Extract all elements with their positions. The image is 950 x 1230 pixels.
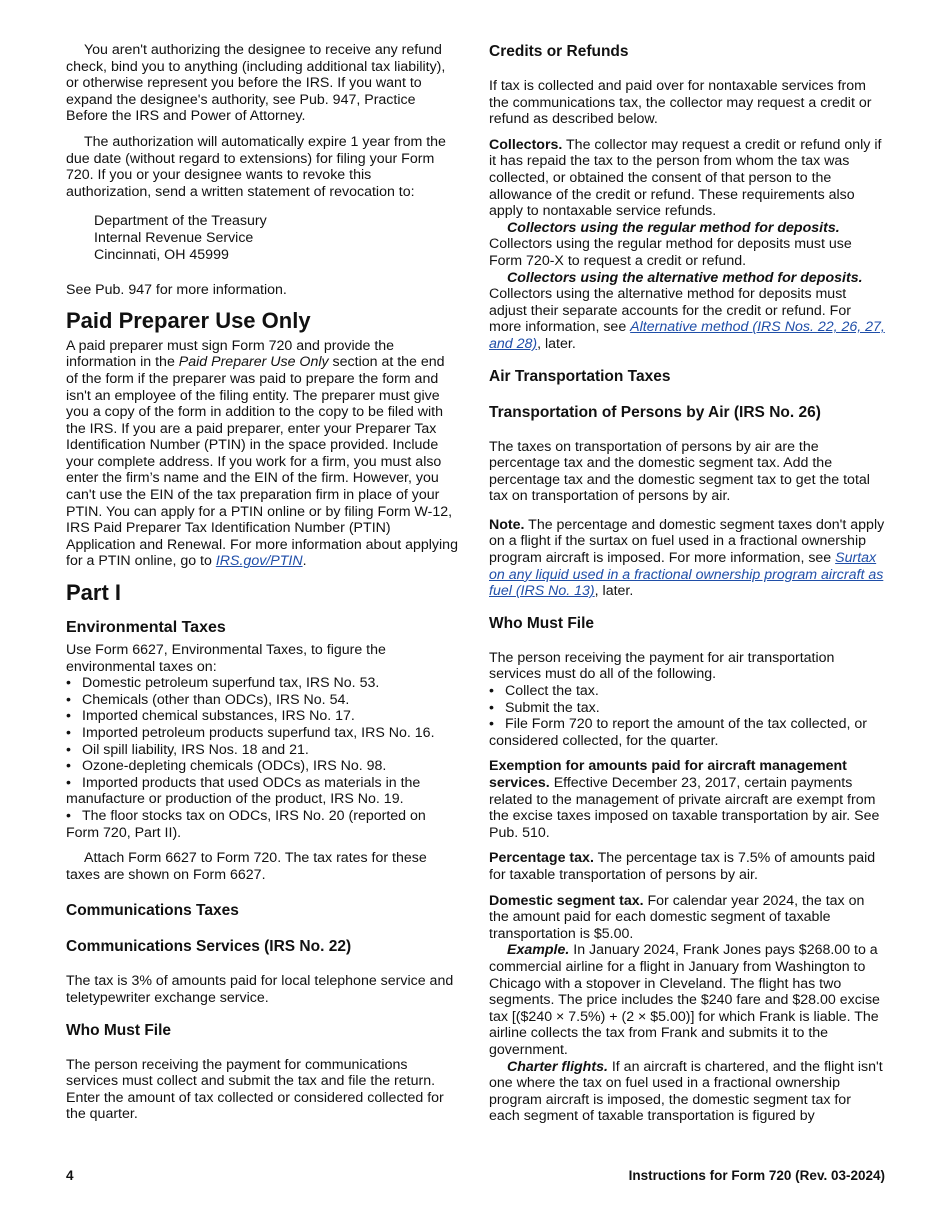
list-item: • Oil spill liability, IRS Nos. 18 and 21.: [66, 741, 309, 758]
list-item: • Domestic petroleum superfund tax, IRS No. 53.: [66, 675, 380, 692]
credits-paragraph: If tax is collected and paid over for nontaxable services from the communications tax, the collector may request a credit or refund as described below.: [489, 78, 872, 128]
address-line: Internal Revenue Service: [94, 229, 254, 246]
irs-ptin-link[interactable]: IRS.gov/PTIN: [215, 553, 303, 570]
footer-title: Instructions for Form 720 (Rev. 03-2024): [628, 1168, 885, 1183]
left-column: [66, 42, 458, 1132]
collectors-paragraph: Collectors. The collector may request a credit or refund only if it has repaid the tax to the person from whom the tax was collected, or obtained the consent of that person to the allowance of the credit or refund. These requirements also apply to nontaxable service refunds.: [489, 136, 882, 220]
communications-tax-paragraph: The tax is 3% of amounts paid for local telephone service and teletypewriter exchange service.: [66, 973, 454, 1006]
part-1-heading: Part I: [66, 580, 122, 606]
percentage-tax-paragraph: Percentage tax. The percentage tax is 7.5% of amounts paid for taxable transportation of persons by air.: [489, 850, 876, 883]
list-item: • Imported chemical substances, IRS No. 17.: [66, 708, 355, 725]
pub947-paragraph: See Pub. 947 for more information.: [66, 282, 287, 299]
air-requirements-list: [489, 683, 885, 749]
environmental-taxes-heading: Environmental Taxes: [66, 619, 226, 637]
charter-flights-paragraph: Charter flights. If an aircraft is chartered, and the flight isn't one where the tax on fuel used in a fractional ownership program aircraft is imposed, the domestic segment tax for each segment of taxable transportation is figured by: [489, 1058, 883, 1125]
environmental-taxes-list: [66, 675, 458, 841]
communications-taxes-heading: Communications Taxes: [66, 902, 239, 920]
note-paragraph: Note. The percentage and domestic segment taxes don't apply on a flight if the surtax on fuel used in a fractional ownership program aircraft is imposed. For more information, see Surtax on any liquid used in a fractional ownership program aircraft as fuel (IRS No. 13), later.: [489, 516, 885, 600]
who-must-file-heading: Who Must File: [66, 1021, 172, 1039]
exemption-paragraph: Exemption for amounts paid for aircraft management services. Effective December 23, 2017, certain payments related to the management of private aircraft are exempt from the excise taxes imposed on taxable transportation by air. See Pub. 510.: [489, 758, 880, 841]
authorization-expiry-paragraph: The authorization will automatically expire 1 year from the due date (without regard to extensions) for filing your Form 720. If you or your designee wants to revoke this authorization, send a written statement of revocation to:: [66, 133, 446, 200]
paid-preparer-heading: Paid Preparer Use Only: [66, 307, 311, 333]
credits-refunds-heading: Credits or Refunds: [489, 43, 629, 60]
example-paragraph: Example. In January 2024, Frank Jones pays $268.00 to a commercial airline for a flight in January from Washington to Chicago with a stopover in Cleveland. The flight has two segments. The price includes the $240 fare and $28.00 excise tax [($240 × 7.5%) + (2 × $5.00)] for which Frank is liable. The airline collects the tax from Frank and submits it to the government.: [489, 942, 880, 1058]
list-item: • Chemicals (other than ODCs), IRS No. 54.: [66, 691, 350, 708]
list-item: • The floor stocks tax on ODCs, IRS No. 20 (reported on Form 720, Part II).: [66, 807, 426, 841]
environmental-intro: Use Form 6627, Environmental Taxes, to figure the environmental taxes on:: [66, 642, 386, 675]
page-number: 4: [66, 1168, 74, 1183]
attach-form-6627-paragraph: Attach Form 6627 to Form 720. The tax rates for these taxes are shown on Form 6627.: [66, 850, 427, 883]
regular-method-paragraph: Collectors using the regular method for deposits. Collectors using the regular method for deposits must use Form 720-X to request a credit or refund.: [489, 219, 852, 269]
communications-services-heading: Communications Services (IRS No. 22): [66, 938, 352, 956]
persons-tax-paragraph: The taxes on transportation of persons by air are the percentage tax and the domestic segment tax. Add the percentage tax and the domestic segment tax to get the total tax on transportation of persons by air.: [489, 438, 870, 505]
paid-preparer-paragraph: A paid preparer must sign Form 720 and provide the information in the Paid Preparer Use Only section at the end of the form if the preparer was paid to prepare the form and isn't an employee of the filing entity. The preparer must give you a copy of the form in addition to the copy to be filed with the IRS. If you are a paid preparer, enter your Preparer Tax Identification Number (PTIN) in the space provided. Include your complete address. If you work for a firm, you must also enter the firm’s name and the EIN of the firm. However, you can't use the EIN of the tax preparation firm in place of your PTIN. You can apply for a PTIN online or by filing Form W-12, IRS Paid Preparer Tax Identification Number (PTIN) Application and Renewal. For more information about applying for a PTIN online, go to IRS.gov/PTIN.: [66, 337, 458, 570]
alternative-method-paragraph: Collectors using the alternative method for deposits. Collectors using the alternative method for deposits must adjust their separate accounts for the credit or refund. For more information, see Alternative method (IRS Nos. 22, 26, 27, and 28), later.: [489, 269, 885, 352]
list-item: • Collect the tax.: [489, 683, 599, 700]
revocation-address: [94, 213, 458, 263]
domestic-segment-paragraph: Domestic segment tax. For calendar year 2024, the tax on the amount paid for each domestic segment of taxable transportation is $5.00.: [489, 892, 865, 942]
surtax-link[interactable]: Surtax on any liquid used in a fractional ownership program aircraft as fuel (IRS No. 13): [489, 550, 884, 600]
address-line: Cincinnati, OH 45999: [94, 246, 229, 263]
air-transportation-heading: Air Transportation Taxes: [489, 367, 671, 385]
list-item: • Imported petroleum products superfund tax, IRS No. 16.: [66, 725, 435, 741]
who-must-file-paragraph: The person receiving the payment for communications services must collect and submit the tax and file the return. Enter the amount of tax collected or considered collected for the quarter.: [66, 1056, 444, 1123]
right-column: [489, 42, 885, 1125]
alternative-method-link[interactable]: Alternative method (IRS Nos. 22, 26, 27, and 28): [489, 319, 885, 352]
list-item: • Submit the tax.: [489, 699, 600, 716]
who-must-file-air-intro: The person receiving the payment for air transportation services must do all of the following.: [489, 649, 835, 683]
list-item: • Ozone-depleting chemicals (ODCs), IRS No. 98.: [66, 758, 387, 775]
transportation-persons-heading: Transportation of Persons by Air (IRS No. 26): [489, 403, 821, 421]
address-line: Department of the Treasury: [94, 213, 267, 230]
designee-paragraph: You aren't authorizing the designee to receive any refund check, bind you to anything (including additional tax liability), or otherwise represent you before the IRS. If you want to expand the designee's authority, see Pub. 947, Practice Before the IRS and Power of Attorney.: [66, 42, 446, 125]
list-item: • File Form 720 to report the amount of the tax collected, or considered collected, for the quarter.: [489, 716, 867, 749]
list-item: • Imported products that used ODCs as materials in the manufacture or production of the product, IRS No. 19.: [66, 774, 421, 808]
who-must-file-air-heading: Who Must File: [489, 614, 595, 632]
